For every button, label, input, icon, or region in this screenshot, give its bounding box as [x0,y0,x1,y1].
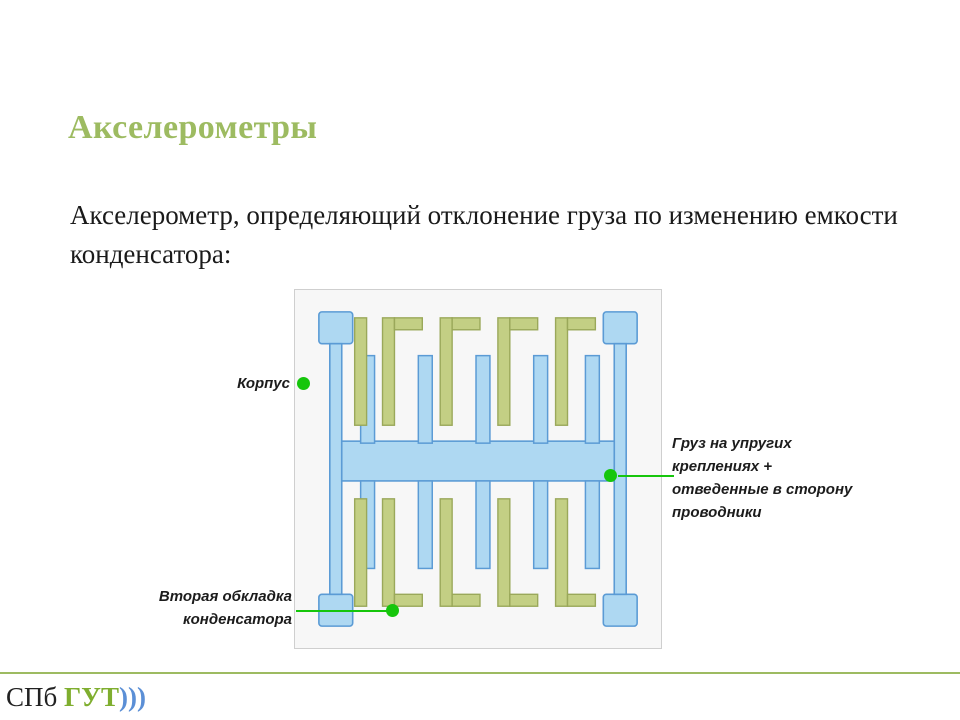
slide-body-text: Акселерометр, определяющий отклонение груза по изменению емкости конденсатора: [70,200,898,269]
callout-obkladka-leader [296,610,392,612]
footer-logo [6,682,146,713]
footer-logo-gut: ГУТ [64,682,120,712]
callout-obkladka-label: Вторая обкладка конденсатора [158,588,292,628]
callout-obkladka-dot [386,604,399,617]
callout-korpus-label: Корпус [237,375,290,392]
callout-gruz-dot [604,469,617,482]
proof-mass-beam [342,441,615,481]
lower-fixed-plates [355,499,596,606]
callout-gruz-label: Груз на упругих креплениях + отведенные в сторону проводники [672,435,853,521]
footer-logo-spb: СПб [6,682,58,712]
callout-gruz-leader [618,475,674,477]
callout-korpus-dot [297,377,310,390]
page-title: Акселерометры [68,108,318,146]
footer-divider [0,672,960,674]
footer-logo-parens: ))) [119,682,146,712]
upper-fixed-plates [355,318,596,425]
